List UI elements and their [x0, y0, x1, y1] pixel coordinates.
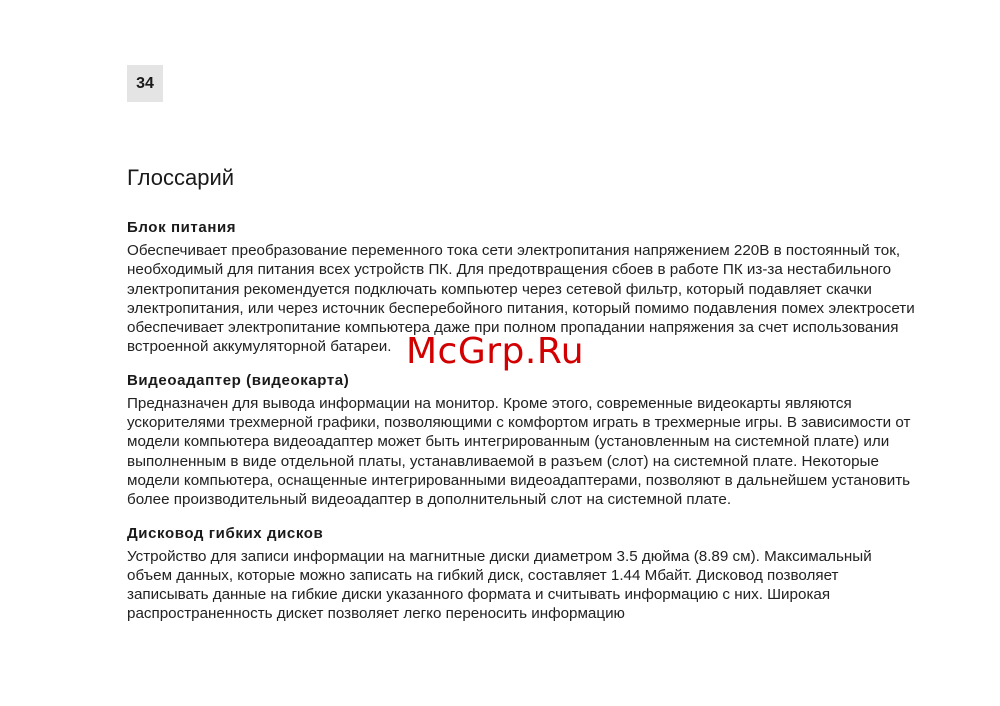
- page-number-text: 34: [136, 74, 154, 92]
- term-body: Обеспечивает преобразование переменного тока сети электропитания напряжением 220В в постоянный ток, необходимый для питания всех устройств ПК. Для предотвращения сбоев в работе ПК из-за нестабильного электропитания рекомендуется подключать компьютер через сетевой фильтр, который подавляет скачки электропитания, или через источник бесперебойного питания, который помимо подавления помех электросети обеспечивает электропитание компьютера даже при полном пропадании напряжения за счет использования встроенной аккумуляторной батареи.: [127, 242, 915, 356]
- term-heading: Дисковод гибких дисков: [127, 524, 324, 542]
- term-power-supply: [127, 218, 917, 357]
- watermark: McGrp.Ru: [406, 331, 585, 372]
- term-body: Устройство для записи информации на магнитные диски диаметром 3.5 дюйма (8.89 см). Максимальный объем данных, которые можно записать на гибкий диск, составляет 1.44 Мбайт. Дисковод позволяет записывать данные на гибкие диски указанного формата и считывать информацию с них. Широкая распространенность дискет позволяет легко переносить информацию: [127, 547, 872, 623]
- term-heading: Видеоадаптер (видеокарта): [127, 371, 350, 389]
- term-body: Предназначен для вывода информации на монитор. Кроме этого, современные видеокарты являются ускорителями трехмерной графики, позволяющими с комфортом играть в трехмерные игры. В зависимости от модели компьютера видеоадаптер может быть интегрированным (установленным на системной плате) или выполненным в виде отдельной платы, устанавливаемой в разъем (слот) на системной плате. Некоторые модели компьютера, оснащенные интегрированными видеоадаптерами, позволяют в дальнейшем установить более производительный видеоадаптер в дополнительный слот на системной плате.: [127, 394, 911, 509]
- term-video-adapter: [127, 371, 917, 510]
- term-heading: Блок питания: [127, 219, 237, 236]
- page-number: [127, 65, 163, 102]
- page-title: Глоссарий: [127, 165, 235, 190]
- term-floppy-drive: [127, 524, 917, 624]
- glossary-content: [127, 164, 917, 638]
